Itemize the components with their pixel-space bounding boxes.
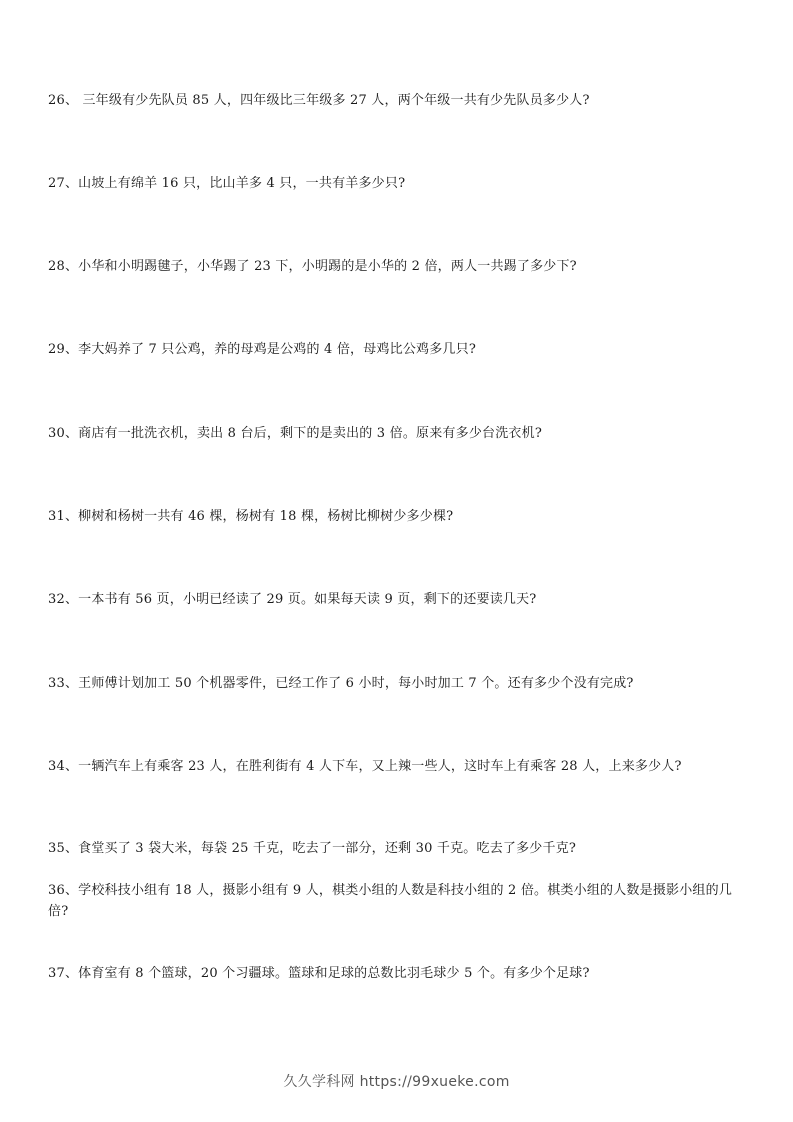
question-30: 30、商店有一批洗衣机，卖出 8 台后，剩下的是卖出的 3 倍。原来有多少台洗衣机? [48, 426, 542, 441]
question-26: 26、 三年级有少先队员 85 人，四年级比三年级多 27 人，两个年级一共有少先队员多少人? [48, 93, 590, 108]
question-37: 37、体育室有 8 个篮球，20 个习疆球。篮球和足球的总数比羽毛球少 5 个。有多少个足球? [48, 966, 590, 981]
question-33: 33、王师傅计划加工 50 个机器零件，已经工作了 6 小时，每小时加工 7 个。还有多少个没有完成? [48, 676, 634, 691]
question-34: 34、一辆汽车上有乘客 23 人，在胜利街有 4 人下车，又上辣一些人，这时车上有乘客 28 人，上来多少人? [48, 759, 682, 774]
question-28: 28、小华和小明踢毽子，小华踢了 23 下，小明踢的是小华的 2 倍，两人一共踢了多少下? [48, 259, 577, 274]
footer-watermark: 久久学科网 https://99xueke.com [283, 1074, 510, 1090]
question-32: 32、一本书有 56 页，小明已经读了 29 页。如果每天读 9 页，剩下的还要读几天? [48, 592, 537, 607]
question-36: 36、学校科技小组有 18 人，摄影小组有 9 人，棋类小组的人数是科技小组的 2 倍。棋类小组的人数是摄影小组的几倍? [48, 883, 733, 919]
question-27: 27、山坡上有绵羊 16 只，比山羊多 4 只，一共有羊多少只? [48, 176, 406, 191]
question-31: 31、柳树和杨树一共有 46 棵，杨树有 18 棵，杨树比柳树少多少棵? [48, 509, 454, 524]
question-29: 29、李大妈养了 7 只公鸡，养的母鸡是公鸡的 4 倍，母鸡比公鸡多几只? [48, 342, 476, 357]
question-35: 35、食堂买了 3 袋大米，每袋 25 千克，吃去了一部分，还剩 30 千克。吃去了多少千克? [48, 841, 577, 856]
